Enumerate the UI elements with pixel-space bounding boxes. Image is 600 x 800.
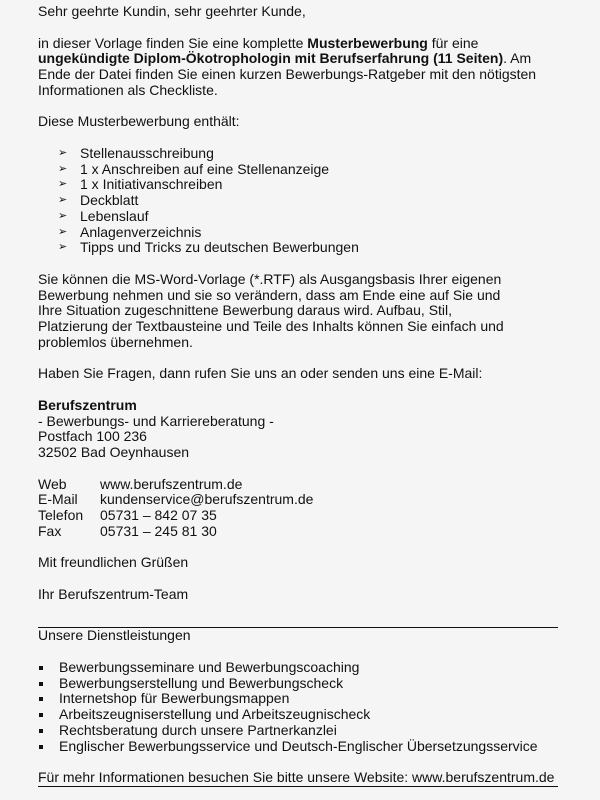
contact-row-fax (38, 524, 560, 540)
intro-text: . Am Ende der Datei finden Sie einen kurzen Bewerbungs-Ratgeber mit den nötigsten Informationen als Checkliste. (38, 50, 537, 98)
usage-paragraph: Sie können die MS-Word-Vorlage (*.RTF) als Ausgangsbasis Ihrer eigenen Bewerbung nehmen und sie so verändern, dass am Ende eine auf Sie und Ihre Situation zugeschnittene Bewerbung daraus wird. Aufbau, Stil, Platzierung der Textbausteine und Teile des Inhalts können Sie einfach und problemlos übernehmen. (38, 270, 504, 350)
square-bullet-icon (39, 697, 43, 701)
list-item-text: Rechtsberatung durch unsere Partnerkanzlei (59, 721, 337, 738)
list-item (38, 225, 560, 241)
list-item-text: Arbeitszeugniserstellung und Arbeitszeugnischeck (59, 706, 371, 722)
company-subtitle: - Bewerbungs- und Karriereberatung - (38, 412, 274, 429)
phone-value: 05731 – 842 07 35 (100, 507, 217, 523)
list-item (38, 691, 560, 707)
address-street: Postfach 100 236 (38, 428, 147, 445)
closing: Mit freundlichen Grüßen (38, 554, 189, 571)
greeting: Sehr geehrte Kundin, sehr geehrter Kunde, (38, 3, 306, 19)
list-item-text: Englischer Bewerbungsservice und Deutsch-Englischer Übersetzungsservice (59, 737, 538, 754)
email-link[interactable]: kundenservice@berufszentrum.de (100, 491, 314, 508)
intro-paragraph (38, 36, 560, 99)
intro-bold: Musterbewerbung (307, 34, 428, 51)
divider (38, 786, 558, 787)
list-item-text: 1 x Initiativanschreiben (80, 176, 223, 193)
list-item (38, 209, 560, 225)
list-item-text: Deckblatt (80, 192, 139, 208)
list-item-text: Stellenausschreibung (80, 144, 214, 161)
list-item-text: Lebenslauf (80, 207, 149, 224)
arrow-bullet-icon: ➢ (58, 209, 68, 222)
list-item (38, 707, 560, 723)
arrow-bullet-icon: ➢ (58, 146, 68, 159)
square-bullet-icon (39, 666, 43, 670)
intro-text: in dieser Vorlage finden Sie eine komplette (38, 34, 308, 51)
square-bullet-icon (39, 682, 43, 686)
arrow-bullet-icon: ➢ (58, 194, 68, 206)
list-item (38, 162, 560, 178)
company-name-text: Berufszentrum (38, 396, 137, 413)
contact-label: Fax (38, 522, 62, 539)
contents-list (38, 146, 560, 256)
arrow-bullet-icon: ➢ (58, 241, 68, 254)
list-item (38, 723, 560, 739)
contact-row-web (38, 477, 560, 493)
company-name (38, 398, 560, 414)
services-heading: Unsere Dienstleistungen (38, 627, 191, 644)
questions-text: Haben Sie Fragen, dann rufen Sie uns an oder senden uns eine E-Mail: (38, 365, 483, 382)
services-list (38, 660, 560, 755)
web-link[interactable]: www.berufszentrum.de (100, 475, 243, 492)
intro-text: für eine (427, 34, 479, 51)
list-item (38, 739, 560, 755)
list-item (38, 240, 560, 256)
arrow-bullet-icon: ➢ (58, 178, 68, 191)
list-item-text: Bewerbungsseminare und Bewerbungscoaching (59, 658, 360, 675)
arrow-bullet-icon: ➢ (58, 225, 68, 238)
list-item-text: Tipps und Tricks zu deutschen Bewerbungen (80, 239, 359, 256)
list-item (38, 193, 560, 209)
square-bullet-icon (39, 713, 43, 717)
contact-label: Web (38, 475, 67, 492)
signature: Ihr Berufszentrum-Team (38, 585, 189, 602)
list-item (38, 146, 560, 162)
list-item-text: 1 x Anschreiben auf eine Stellenanzeige (80, 160, 330, 177)
contact-label: Telefon (38, 507, 84, 523)
list-item (38, 676, 560, 692)
square-bullet-icon (39, 745, 43, 749)
contact-row-email (38, 492, 560, 508)
contact-label: E-Mail (38, 491, 78, 508)
document-page (38, 4, 560, 787)
intro-bold: ungekündigte Diplom-Ökotrophologin mit Berufserfahrung (11 Seiten) (38, 50, 504, 67)
square-bullet-icon (39, 729, 43, 733)
arrow-bullet-icon: ➢ (58, 162, 68, 175)
address-city: 32502 Bad Oeynhausen (38, 444, 190, 460)
list-item-text: Anlagenverzeichnis (80, 223, 202, 240)
list-item-text: Bewerbungserstellung und Bewerbungscheck (59, 674, 344, 691)
fax-value: 05731 – 245 81 30 (100, 522, 217, 539)
list-item-text: Internetshop für Bewerbungsmappen (59, 690, 290, 707)
footer-text: Für mehr Informationen besuchen Sie bitte unsere Website: www.berufszentrum.de (38, 769, 555, 785)
list-item (38, 177, 560, 193)
contact-row-phone (38, 508, 560, 524)
list-item (38, 660, 560, 676)
contents-heading: Diese Musterbewerbung enthält: (38, 113, 240, 130)
